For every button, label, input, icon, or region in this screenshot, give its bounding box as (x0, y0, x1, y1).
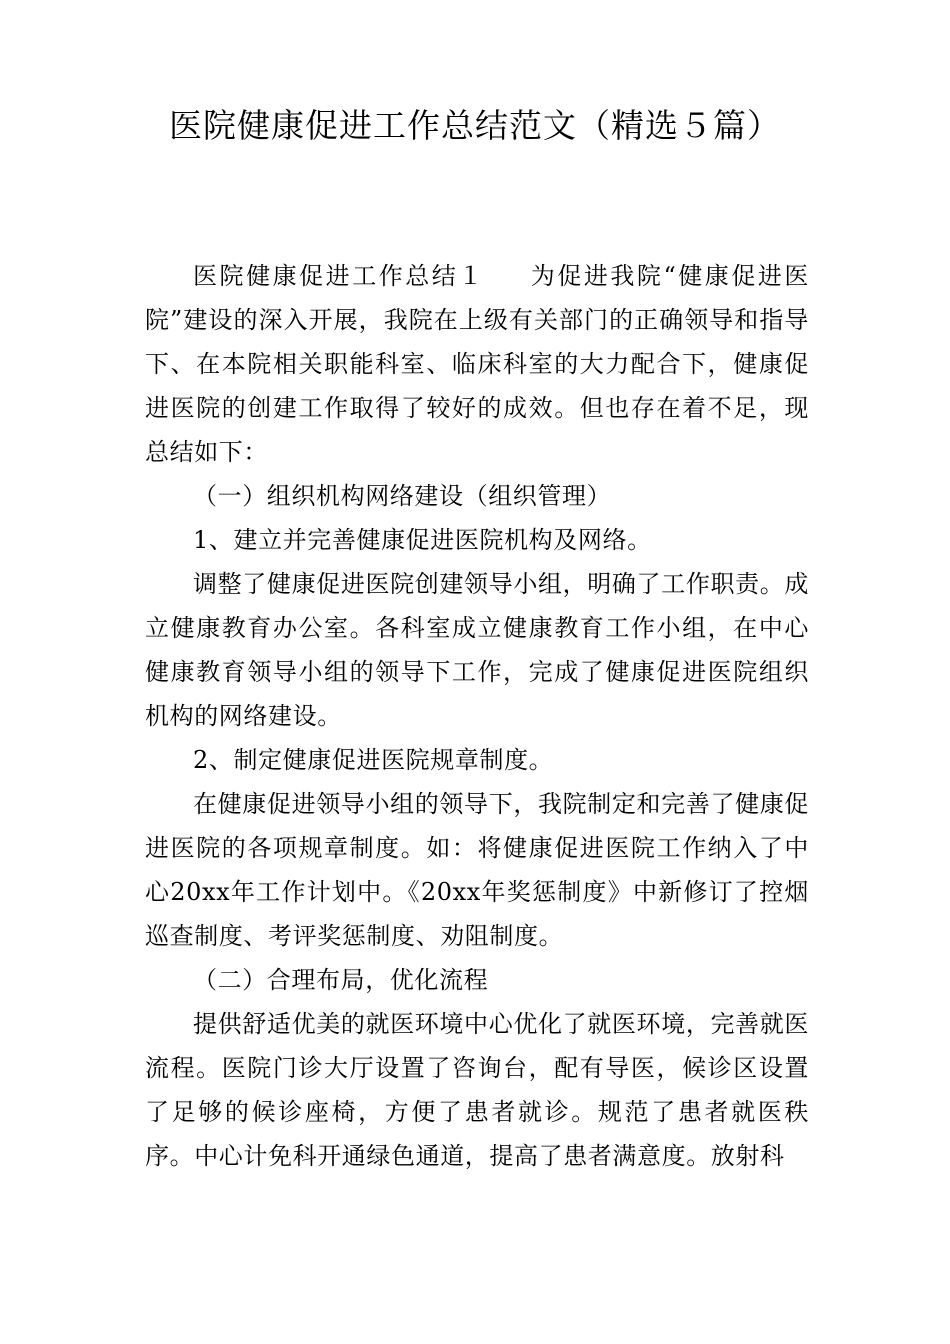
paragraph-text: 为促进我院“健康促进医院”建设的深入开展，我院在上级有关部门的正确领导和指导下、在本院相关职能科室、临床科室的大力配合下，健康促进医院的创建工作取得了较好的成效。但也存在着不足，现总结如下： (145, 262, 809, 466)
section-heading-layout: （二）合理布局，优化流程 (193, 966, 489, 994)
subheading-network: 1、建立并完善健康促进医院机构及网络。 (193, 526, 652, 554)
paragraph-network: 调整了健康促进医院创建领导小组，明确了工作职责。成立健康教育办公室。各科室成立健康教育工作小组，在中心健康教育领导小组的领导下工作，完成了健康促进医院组织机构的网络建设。 (145, 570, 809, 730)
paragraph-intro (145, 254, 809, 474)
document-title: 医院健康促进工作总结范文（精选５篇） (169, 106, 781, 145)
section-heading-organization: （一）组织机构网络建设（组织管理） (193, 482, 612, 510)
paragraph-rules: 在健康促进领导小组的领导下，我院制定和完善了健康促进医院的各项规章制度。如：将健康促进医院工作纳入了中心20xx年工作计划中。《20xx年奖惩制度》中新修订了控烟巡查制度、考评奖惩制度、劝阻制度。 (145, 790, 809, 950)
subheading-rules: 2、制定健康促进医院规章制度。 (193, 746, 554, 774)
document-body (145, 254, 809, 1178)
section-heading-1: 医院健康促进工作总结１ (193, 262, 485, 290)
paragraph-environment: 提供舒适优美的就医环境中心优化了就医环境，完善就医流程。医院门诊大厅设置了咨询台，配有导医，候诊区设置了足够的候诊座椅，方便了患者就诊。规范了患者就医秩序。中心计免科开通绿色通道，提高了患者满意度。放射科 (145, 1010, 809, 1170)
